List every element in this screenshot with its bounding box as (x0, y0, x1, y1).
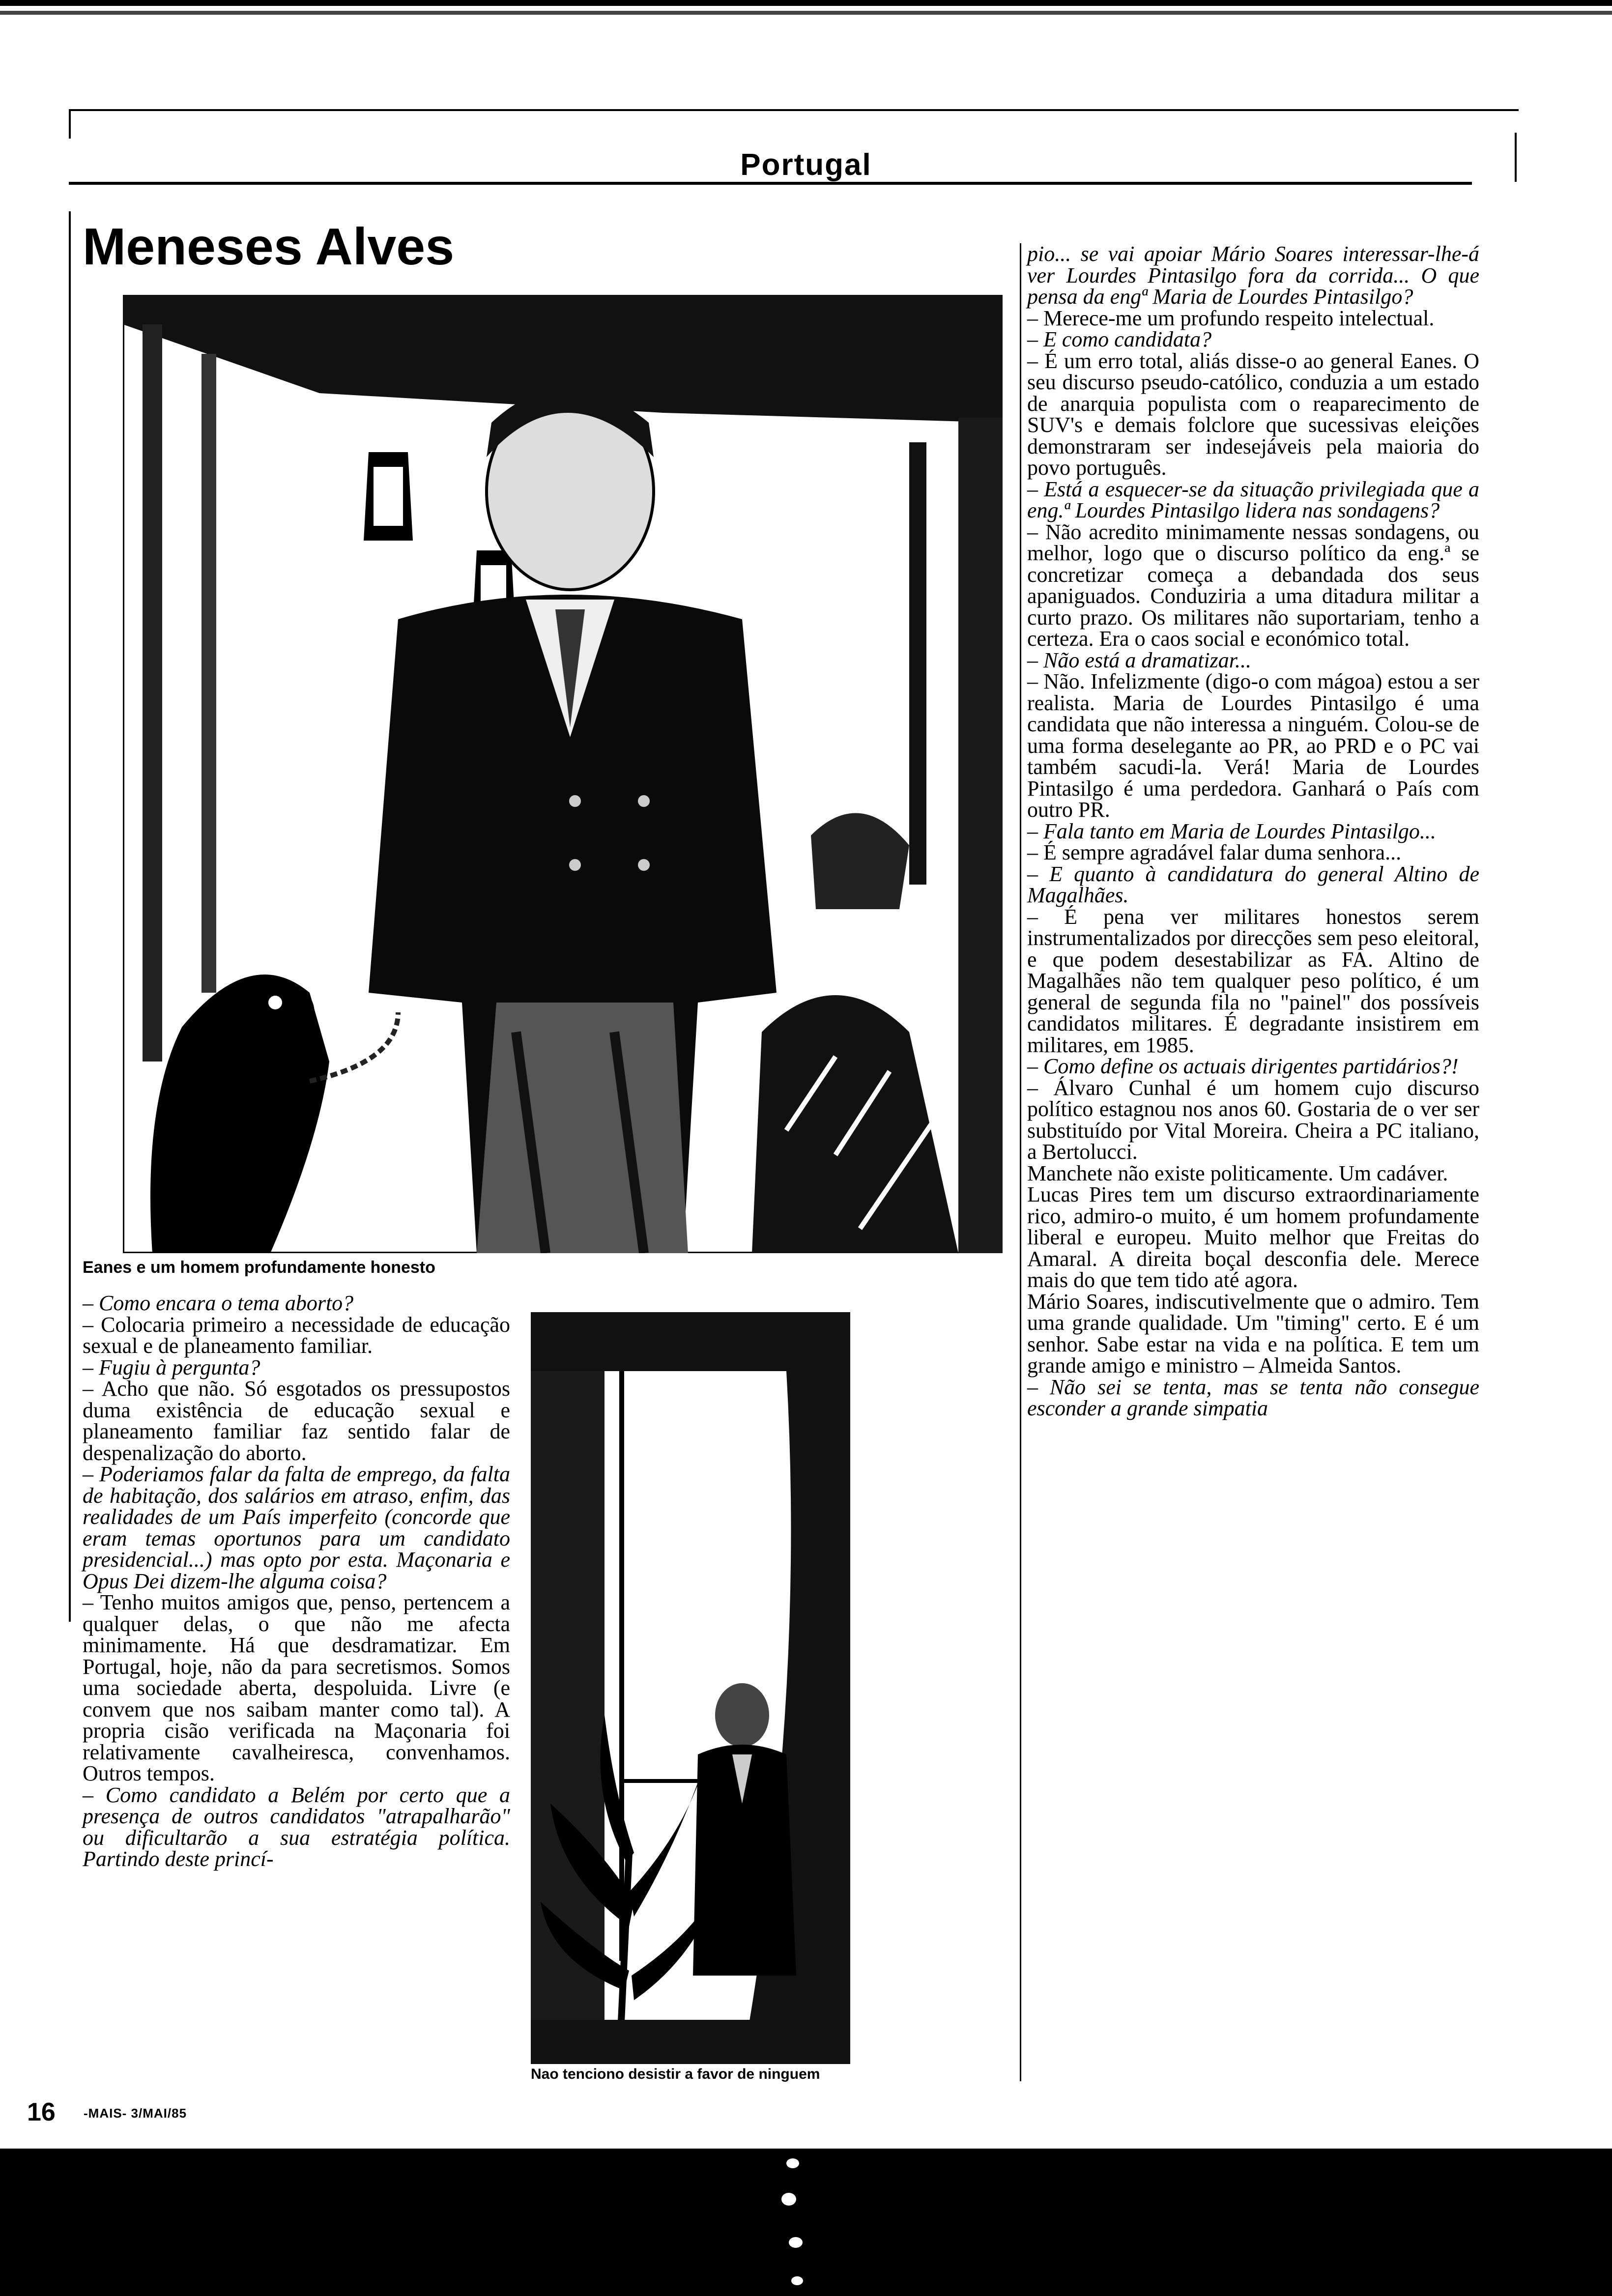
paragraph: – É sempre agradável falar duma senhora... (1027, 840, 1402, 864)
scan-artifact (789, 2237, 803, 2248)
scan-artifact (786, 2158, 799, 2168)
paragraph: Lucas Pires tem um discurso extraordinariamente rico, admiro-o muito, é um homem profundamente liberal e europeu. Muito melhor que Freitas do Amaral. A direita boçal desconfia dele. Merece mais do que tem tido até agora. (1027, 1182, 1479, 1292)
article-column-left (83, 1292, 510, 1870)
header-frame-line (69, 109, 1519, 111)
paragraph: – E como candidata? (1027, 327, 1212, 351)
photo-caption: Nao tenciono desistir a favor de ninguem (531, 2066, 820, 2082)
article-column-right (1027, 243, 1479, 1419)
frame-corner (1515, 133, 1517, 182)
paragraph: – Não. Infelizmente (digo-o com mágoa) estou a ser realista. Maria de Lourdes Pintasilgo é uma candidata que não interessa a ninguém. Colou-se de uma forma deselegante ao PR, ao PRD e o PC vai também sacudi-la. Verá! Maria de Lourdes Pintasilgo é uma perdedora. Ganhará o País com outro PR. (1027, 669, 1479, 822)
paragraph: – Colocaria primeiro a necessidade de educação sexual e de planeamento familiar. (83, 1312, 510, 1358)
paragraph: – E quanto à candidatura do general Altino de Magalhães. (1027, 861, 1479, 907)
paragraph: Mário Soares, indiscutivelmente que o admiro. Tem uma grande qualidade. Um "timing" certo. E é um senhor. Sabe estar na vida e na política. E tem um grande amigo e ministro – Almeida Santos. (1027, 1289, 1479, 1378)
paragraph: – Fala tanto em Maria de Lourdes Pintasilgo... (1027, 819, 1436, 843)
scan-artifact (781, 2193, 796, 2206)
right-column-rule (1020, 243, 1021, 2081)
paragraph: – É pena ver militares honestos serem instrumentalizados por direcções sem peso eleitoral, e que podem desestabilizar as FA. Altino de Magalhães não tem qualquer peso político, é um general de segunda fila no "painel" dos possíveis candidatos militares. É degradante insistirem em militares, em 1985. (1027, 904, 1479, 1057)
scan-artifact (791, 2276, 803, 2285)
paragraph: – Não acredito minimamente nessas sondagens, ou melhor, logo que o discurso político da eng.ª se concretizar começa a debandada dos seus apaniguados. Conduziria a uma ditadura militar a curto prazo. Os militares não suportariam, tenho a certeza. Era o caos social e económico total. (1027, 519, 1479, 651)
paragraph: – Não está a dramatizar... (1027, 648, 1251, 672)
paragraph: – Álvaro Cunhal é um homem cujo discurso político estagnou nos anos 60. Gostaria de o ver ser substituído por Vital Moreira. Cheira a PC italiano, a Bertolucci. (1027, 1075, 1479, 1164)
section-title: Portugal (740, 148, 872, 182)
paragraph: – Está a esquecer-se da situação privilegiada que a eng.ª Lourdes Pintasilgo lidera nas sondagens? (1027, 477, 1479, 522)
headline: Meneses Alves (83, 218, 455, 276)
left-column-rule (69, 211, 71, 1622)
paragraph: – Não sei se tenta, mas se tenta não consegue esconder a grande simpatia (1027, 1375, 1479, 1420)
paragraph: – Poderiamos falar da falta de emprego, da falta de habitação, dos salários em atraso, enfim, das realidades de um País imperfeito (concorde que eram temas oportunos para um candidato presidencial...) mas opto por esta. Maçonaria e Opus Dei dizem-lhe alguma coisa? (83, 1462, 510, 1593)
paragraph: – É um erro total, aliás disse-o ao general Eanes. O seu discurso pseudo-católico, conduzia a um estado de anarquia populista com o reaparecimento de SUV's e demais folclore que sucessivas eleições demonstraram ser indesejáveis pela maioria do povo português. (1027, 348, 1479, 480)
header-rule (69, 182, 1472, 185)
window-photo (531, 1312, 850, 2064)
paragraph: – Merece-me um profundo respeito intelectual. (1027, 306, 1435, 330)
photo-caption: Eanes e um homem profundamente honesto (83, 1258, 435, 1277)
page-number: 16 (27, 2098, 56, 2126)
paragraph: – Como candidato a Belém por certo que a presença de outros candidatos "atrapalharão" ou dificultarão a sua estratégia política. Partindo deste princí- (83, 1782, 510, 1871)
portrait-photo (123, 295, 1003, 1253)
paragraph: – Como encara o tema aborto? (83, 1291, 354, 1315)
paragraph: – Fugiu à pergunta? (83, 1355, 260, 1379)
scan-top-edge (0, 0, 1612, 21)
scan-bottom-edge (0, 2149, 1612, 2296)
publication-date: -MAIS- 3/MAI/85 (84, 2106, 187, 2121)
frame-corner (69, 109, 71, 139)
paragraph: Manchete não existe politicamente. Um cadáver. (1027, 1161, 1448, 1185)
paragraph: – Acho que não. Só esgotados os pressupostos duma existência de educação sexual e planeamento familiar faz sentido falar de despenalização do aborto. (83, 1377, 510, 1465)
paragraph: – Como define os actuais dirigentes partidários?! (1027, 1054, 1459, 1078)
paragraph: – Tenho muitos amigos que, penso, pertencem a qualquer delas, o que não me afecta minimamente. Há que desdramatizar. Em Portugal, hoje, não da para secretismos. Somos uma sociedade aberta, despoluida. Livre (e convem que nos saibam manter como tal). A propria cisão verificada na Maçonaria foi relativamente cavalheiresca, convenhamos. Outros tempos. (83, 1590, 510, 1785)
paragraph: pio... se vai apoiar Mário Soares interessar-lhe-á ver Lourdes Pintasilgo fora da corrida... O que pensa da engª Maria de Lourdes Pintasilgo? (1027, 242, 1479, 309)
